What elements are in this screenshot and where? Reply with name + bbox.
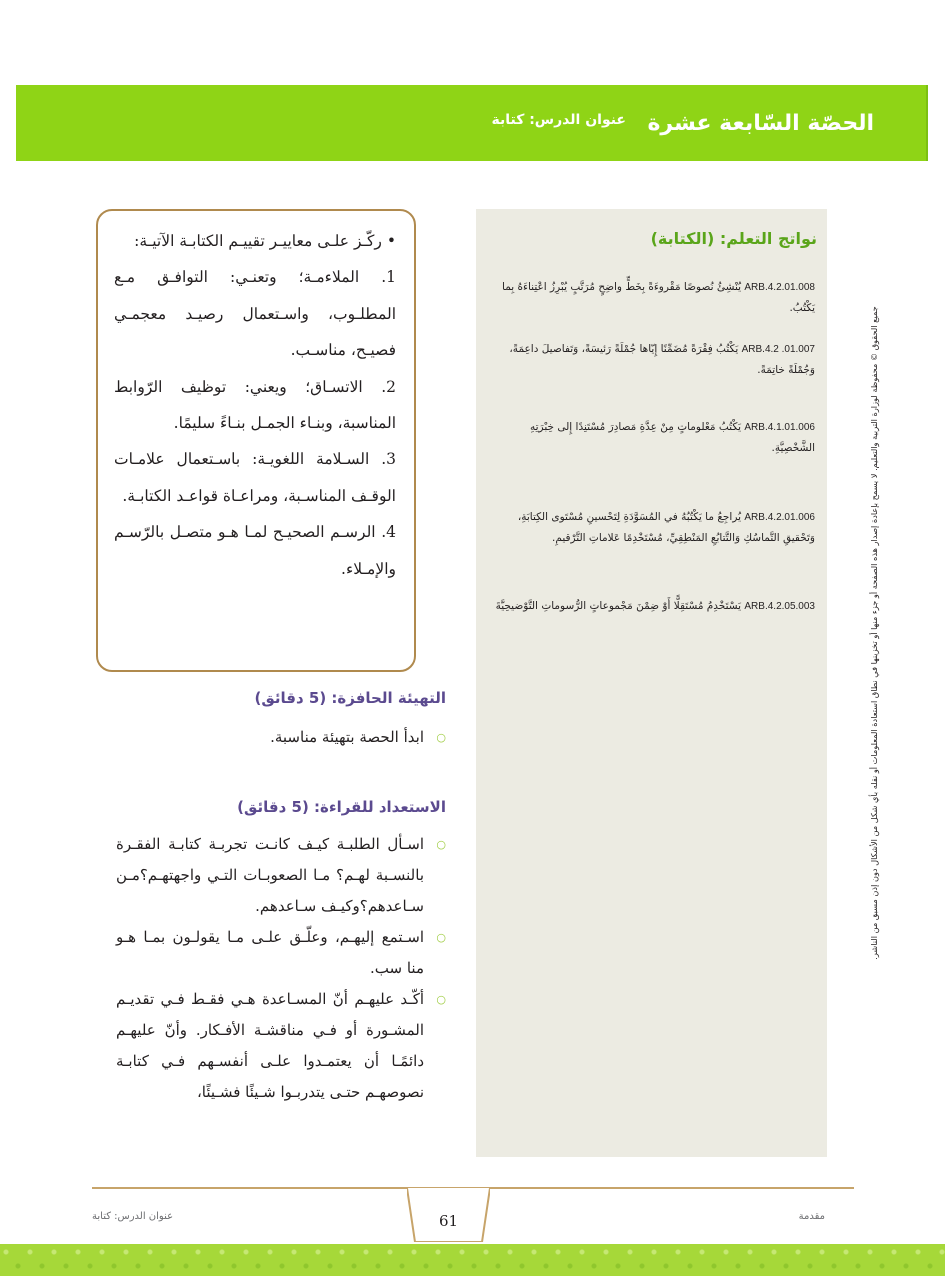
bullet-circle-icon: ○	[436, 993, 446, 1006]
outcome-code: ARB.4.2 .01.007	[741, 344, 815, 355]
warmup-list	[116, 722, 446, 753]
outcome-code: ARB.4.2.01.006	[744, 512, 815, 523]
outcome-code: ARB.4.1.01.006	[744, 422, 815, 433]
bullet-circle-icon: ○	[436, 731, 446, 744]
criteria-item: 1. الملاءمـة؛ وتعنـي: التوافـق مـع المطلـوب، واسـتعمال رصيـد معجمـي فصيـح، مناسـب.	[114, 268, 396, 360]
reading-prep-list	[116, 829, 446, 1108]
criteria-item: 3. السـلامة اللغويـة: باسـتعمال علامـات الوقـف المناسـبة، ومراعـاة قواعـد الكتابـة.	[114, 450, 396, 505]
outcome-text: يَكْتُبُ فِقْرَةً مُضَمِّنًا إِيّاها جُمْلَةً رَئيسَةً، وَتَفاصيلَ داعِمَةً، وَجُمْلَةً خاتِمَةً.	[509, 343, 815, 376]
bullet-circle-icon: ○	[436, 931, 446, 944]
outcome-text: يَكْتُبُ مَعْلوماتٍ مِنْ عِدَّةِ مَصادِرَ مُسْتَنِدًا إِلى خِبْرَتِهِ الشَّخْصِيَّةِ.	[529, 421, 815, 454]
criteria-intro: • ركّـز علـى معاييـر تقييـم الكتابـة الآتيـة:	[134, 232, 396, 250]
outcome-item	[493, 339, 815, 380]
outcome-text: يَسْتَخْدِمُ مُسْتَقِلًّا أَوْ ضِمْنَ مَجْموعاتٍ الرُّسوماتِ التَّوْضيحِيَّةَ	[495, 600, 742, 612]
outcome-code: ARB.4.2.01.008	[744, 282, 815, 293]
warmup-item-text: ابدأ الحصة بتهيئة مناسبة.	[270, 728, 424, 746]
lesson-subtitle: عنوان الدرس: كتابة	[491, 112, 626, 128]
decorative-bottom-strip	[0, 1244, 945, 1276]
criteria-content	[114, 223, 396, 587]
learning-outcomes-panel	[476, 209, 827, 1157]
lesson-title: الحصّة السّابعة عشرة	[647, 111, 874, 136]
reading-prep-item	[116, 922, 446, 984]
copyright-side-notice	[866, 288, 882, 978]
outcome-item	[493, 277, 815, 318]
reading-prep-item-text: أكّـد عليهـم أنّ المسـاعدة هـي فقـط فـي تقديـم المشـورة أو فـي مناقشـة الأفـكار. وأنّ عليهـم دائمًـا أن يعتمـدوا علـى أنفسـهم فـي كتابـة نصوصهـم حتـى يتدربـوا شـيئًا فشـيئًا،	[116, 990, 424, 1101]
outcome-text: يُنْشِئُ نُصوصًا مَقْروءَةً بِخَطٍّ واضِحٍ مُرَتَّبٍ يُبْرِزُ اعْتِناءَهُ بِما يَكْتُبُ.	[502, 281, 815, 314]
reading-prep-item-text: اسـتمع إليهـم، وعلّـق علـى مـا يقولـون بمـا هـو منا سب.	[116, 928, 424, 977]
outcome-item	[493, 507, 815, 548]
reading-prep-item	[116, 984, 446, 1108]
warmup-item	[116, 722, 446, 753]
top-margin	[0, 0, 945, 85]
criteria-item: 2. الاتسـاق؛ ويعني: توظيف الرّوابط المناسبة، وبنـاء الجمـل بنـاءً سليمًا.	[114, 377, 396, 433]
lesson-header-bar	[16, 85, 928, 161]
footer-section-label: مقدمة	[798, 1211, 825, 1222]
page-number: 61	[438, 1212, 459, 1230]
reading-prep-item	[116, 829, 446, 922]
criteria-item: 4. الرسـم الصحيـح لمـا هـو متصـل بالرّسـم والإمـلاء.	[114, 523, 396, 578]
reading-prep-item-text: اسـأل الطلبـة كيـف كانـت تجربـة كتابـة الفقـرة بالنسـبة لهـم؟ مـا الصعوبـات التـي واجهتهـم؟مـن سـاعدهم؟وكيـف سـاعدهم.	[116, 835, 424, 915]
bullet-circle-icon: ○	[436, 838, 446, 851]
outcome-code: ARB.4.2.05.003	[744, 601, 815, 612]
footer-lesson-label: عنوان الدرس: كتابة	[92, 1211, 174, 1222]
learning-outcomes-title: نواتج التعلم: (الكتابة)	[650, 229, 817, 248]
writing-criteria-box	[96, 209, 416, 672]
copyright-text: جميع الحقوق © محفوظة لوزارة التربية والتعليم. لا يسمح بإعادة إصدار هذه الصفحة أو جزء منها أو تخزينها في نطاق استعادة المعلومات أو نقله بأي شكل من الأشكال دون إذن مسبق من الناشر.	[869, 306, 879, 960]
outcome-item	[493, 417, 815, 458]
outcome-item	[493, 596, 815, 617]
warmup-section-title: التهيئة الحافزة: (5 دقائق)	[254, 689, 446, 707]
outcome-text: يُراجِعُ ما يَكْتُبُهُ في المُسَوَّدَةِ لِتَحْسينِ مُسْتَوى الكِتابَةِ، وَتَحْقيقِ التَّماسُكِ وَالتَّتابُعِ المَنْطِقِيِّ، مُسْتَخْدِمًا عَلاماتِ التَّرْقيمِ.	[517, 511, 815, 544]
reading-prep-section-title: الاستعداد للقراءة: (5 دقائق)	[237, 798, 446, 816]
